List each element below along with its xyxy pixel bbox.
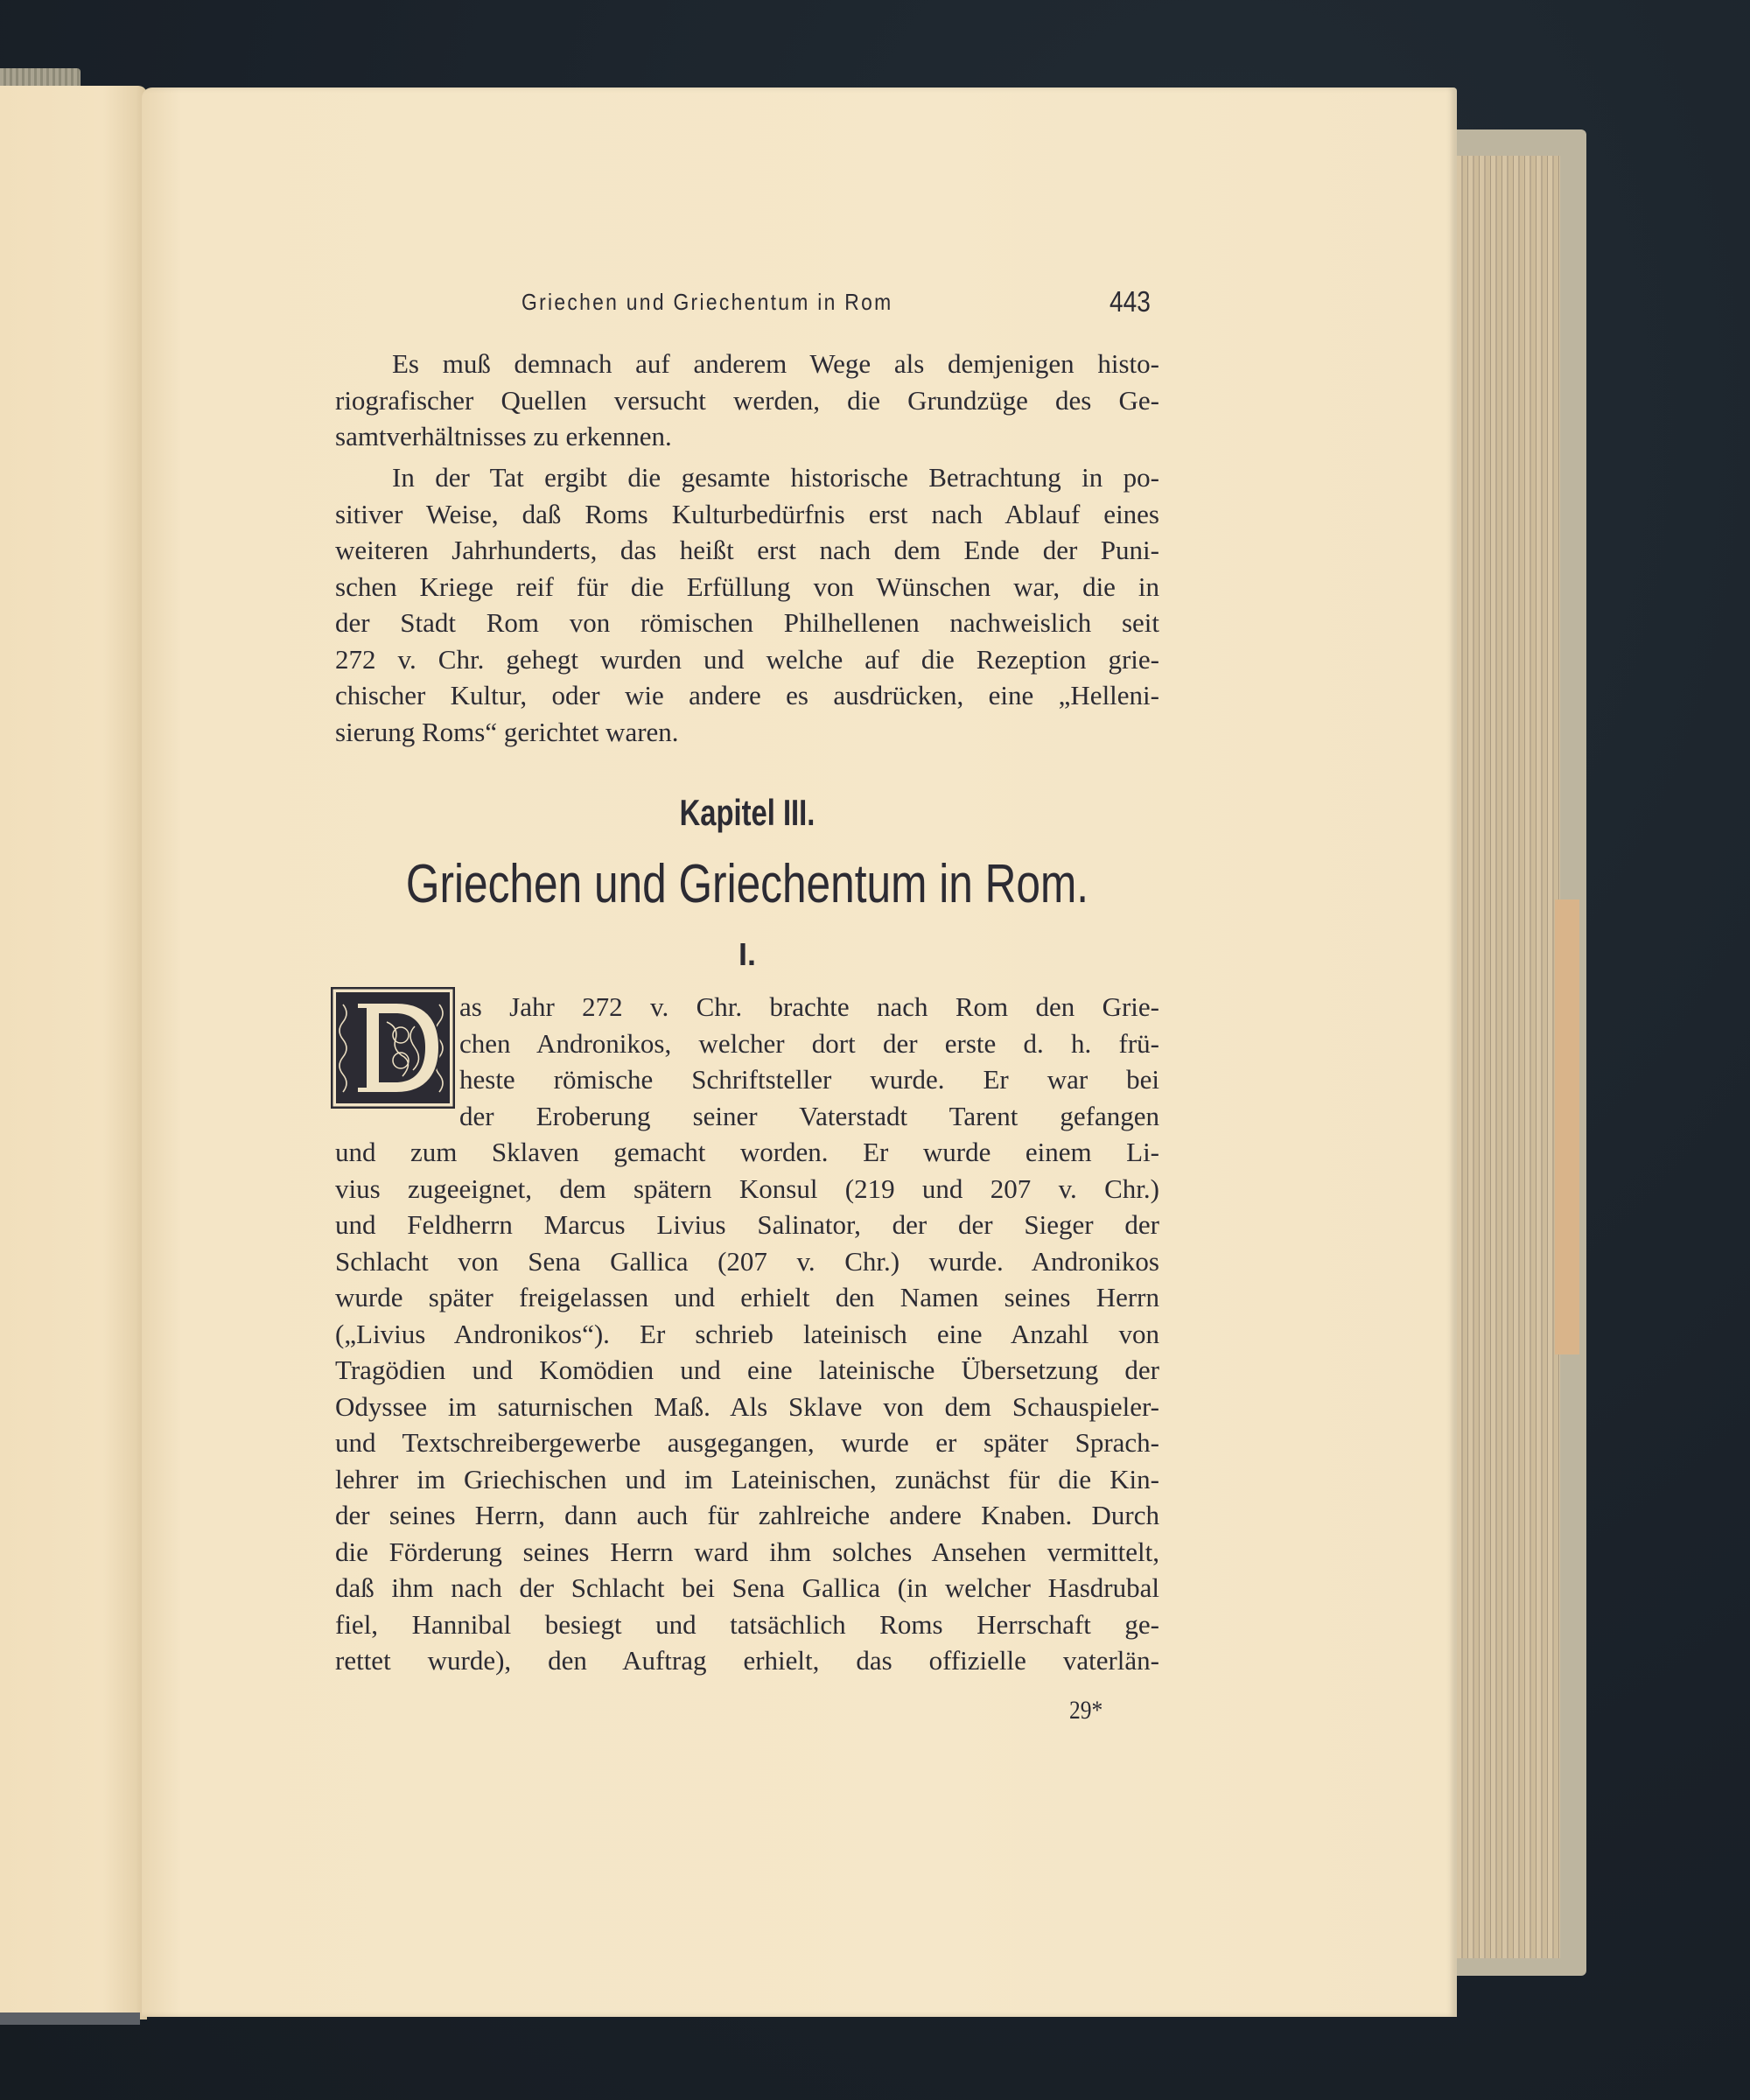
text-line: Odyssee im saturnischen Maß. Als Sklave von dem Schauspieler-	[335, 1390, 1159, 1422]
text-line: 272 v. Chr. gehegt wurden und welche auf die Rezeption grie-	[335, 643, 1159, 675]
text-line: chen Andronikos, welcher dort der erste d. h. frü-	[459, 1027, 1159, 1059]
chapter-title: Griechen und Griechentum in Rom.	[405, 854, 1089, 914]
text-line: chischer Kultur, oder wie andere es ausdrücken, eine „Helleni-	[335, 680, 1159, 710]
text-line: rettet wurde), den Auftrag erhielt, das offizielle vaterlän-	[335, 1645, 1159, 1676]
page-edges	[1457, 130, 1586, 1976]
text-line: und Textschreibergewerbe ausgegangen, wurde er später Sprach-	[335, 1427, 1159, 1458]
section-number: I.	[738, 936, 756, 972]
paragraph-1	[335, 346, 1159, 455]
text-line: Tragödien und Komödien und eine lateinische Übersetzung der	[335, 1354, 1159, 1385]
chapter-label: Kapitel III.	[679, 792, 816, 833]
text-line: In der Tat ergibt die gesamte historische Betrachtung in po-	[392, 462, 1159, 493]
left-page	[0, 86, 147, 2020]
book-cover-cloth	[0, 68, 80, 86]
signature-mark: 29*	[1069, 1696, 1103, 1725]
text-line: daß ihm nach der Schlacht bei Sena Gallica (in welcher Hasdrubal	[335, 1572, 1159, 1603]
page-marker	[1555, 900, 1579, 1354]
text-line: sitiver Weise, daß Roms Kulturbedürfnis erst nach Ablauf eines	[335, 498, 1159, 529]
text-line: und Feldherrn Marcus Livius Salinator, der der Sieger der	[335, 1209, 1159, 1240]
text-line: schen Kriege reif für die Erfüllung von Wünschen war, die in	[335, 570, 1159, 602]
paragraph-2	[335, 459, 1159, 750]
book-cover-bottom	[0, 2012, 140, 2025]
text-line: und zum Sklaven gemacht worden. Er wurde einem Li-	[335, 1137, 1159, 1167]
text-line: riografischer Quellen versucht werden, die Grundzüge des Ge-	[335, 384, 1159, 416]
text-line: Schlacht von Sena Gallica (207 v. Chr.) wurde. Andronikos	[335, 1245, 1159, 1277]
text-line: („Livius Andronikos“). Er schrieb lateinisch eine Anzahl von	[335, 1318, 1159, 1349]
ornamental-drop-cap-d-icon	[331, 987, 455, 1109]
text-line: der Stadt Rom von römischen Philhellenen nachweislich seit	[335, 607, 1159, 638]
text-line: heste römische Schriftsteller wurde. Er war bei	[459, 1064, 1159, 1095]
text-line: fiel, Hannibal besiegt und tatsächlich Roms Herrschaft ge-	[335, 1608, 1159, 1640]
running-head: Griechen und Griechentum in Rom	[522, 289, 893, 315]
text-line: der Eroberung seiner Vaterstadt Tarent gefangen	[459, 1100, 1159, 1131]
page-number: 443	[1110, 285, 1151, 318]
text-line: die Förderung seines Herrn ward ihm solches Ansehen vermittelt,	[335, 1536, 1159, 1567]
text-line: Es muß demnach auf anderem Wege als demjenigen histo-	[392, 348, 1159, 379]
text-line: lehrer im Griechischen und im Lateinischen, zunächst für die Kin-	[335, 1463, 1159, 1494]
paragraph-3	[335, 1134, 1159, 1679]
text-line: wurde später freigelassen und erhielt den Namen seines Herrn	[335, 1282, 1159, 1312]
text-line: vius zugeeignet, dem spätern Konsul (219 und 207 v. Chr.)	[335, 1172, 1159, 1204]
page-leaves	[1457, 156, 1560, 1958]
text-line: der seines Herrn, dann auch für zahlreiche andere Knaben. Durch	[335, 1500, 1159, 1530]
paragraph-3-dropcap-lines	[459, 989, 1159, 1134]
text-line: sierung Roms“ gerichtet waren.	[335, 716, 679, 747]
text-line: weiteren Jahrhunderts, das heißt erst nach dem Ende der Puni-	[335, 535, 1159, 565]
text-line: samtverhältnisses zu erkennen.	[335, 421, 672, 452]
text-line: as Jahr 272 v. Chr. brachte nach Rom den Grie-	[459, 991, 1159, 1022]
